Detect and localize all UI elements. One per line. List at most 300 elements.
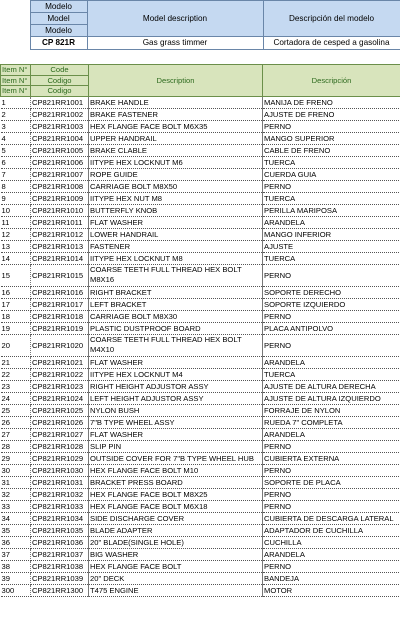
part-descripcion-cell-text: SOPORTE IZQUIERDO [264,299,346,309]
part-descripcion-cell-text: ARANDELA [264,357,305,367]
part-descripcion-cell-text: ADAPTADOR DE CUCHILLA [264,525,364,535]
item-number-cell[interactable] [1,368,31,380]
part-description-cell[interactable] [89,560,263,572]
part-description-cell-text: COARSE TEETH FULL THREAD HEX BOLT M4X10 [90,335,242,354]
part-code-cell-text: CP821RR1020 [32,340,84,350]
part-descripcion-cell-text: TUERCA [264,193,296,203]
part-code-cell[interactable] [31,144,89,156]
part-description-cell-text: PLASTIC DUSTPROOF BOARD [90,323,201,333]
part-descripcion-cell[interactable] [263,192,400,204]
part-description-cell[interactable] [89,488,263,500]
part-code-cell[interactable] [31,252,89,264]
part-code-cell[interactable] [31,180,89,192]
part-description-cell-text: UPPER HANDRAIL [90,133,157,143]
item-number-cell[interactable] [1,156,31,168]
part-code-cell[interactable] [31,512,89,524]
part-description-cell[interactable] [89,156,263,168]
item-number-cell-text: 23 [1,381,10,391]
model-description-cell[interactable]: Gas grass timmer [87,37,263,50]
part-code-cell-text: CP821RR1032 [32,489,84,499]
part-code-cell[interactable] [31,476,89,488]
part-description-cell[interactable] [89,452,263,464]
part-description-cell[interactable] [89,428,263,440]
parts-table [0,64,400,597]
part-description-cell[interactable] [89,180,263,192]
part-description-cell[interactable] [89,440,263,452]
table-row [1,192,400,204]
part-descripcion-cell[interactable] [263,96,400,108]
table-row [1,416,400,428]
part-description-cell-text: BRAKE FASTENER [90,109,158,119]
item-number-cell-text: 7 [1,169,6,179]
part-code-cell[interactable] [31,286,89,298]
part-descripcion-cell-text: TUERCA [264,369,296,379]
model-code-cell[interactable]: CP 821R [30,37,87,50]
part-code-cell[interactable] [31,524,89,536]
part-descripcion-cell[interactable] [263,108,400,120]
part-description-cell-text: NYLON BUSH [90,405,140,415]
part-descripcion-cell-text: AJUSTE DE ALTURA IZQUIERDO [264,393,381,403]
part-descripcion-cell[interactable] [263,452,400,464]
parts-header-row [1,65,400,76]
part-code-cell[interactable] [31,416,89,428]
part-description-cell-text: COARSE TEETH FULL THREAD HEX BOLT M8X16 [90,265,242,284]
item-number-cell[interactable] [1,476,31,488]
part-description-cell[interactable] [89,392,263,404]
part-code-cell[interactable] [31,536,89,548]
part-code-cell-text: CP821RR1028 [32,441,84,451]
part-description-cell[interactable] [89,416,263,428]
item-number-cell[interactable] [1,452,31,464]
part-code-cell[interactable] [31,240,89,252]
item-no-header[interactable]: Item N° [1,65,31,76]
part-description-cell-text: BRAKE CLABLE [90,145,147,155]
item-number-cell[interactable] [1,404,31,416]
part-code-cell-text: CP821RR1003 [32,121,84,131]
part-description-cell[interactable] [89,240,263,252]
part-code-cell[interactable] [31,500,89,512]
part-description-cell[interactable] [89,356,263,368]
part-description-cell[interactable] [89,500,263,512]
item-number-cell[interactable] [1,536,31,548]
part-code-cell[interactable] [31,464,89,476]
item-number-cell[interactable] [1,380,31,392]
part-description-cell[interactable] [89,168,263,180]
part-descripcion-cell[interactable] [263,298,400,310]
part-descripcion-cell-text: CUCHILLA [264,537,302,547]
table-row [1,264,400,286]
part-descripcion-cell[interactable] [263,368,400,380]
part-descripcion-cell-text: ARANDELA [264,429,305,439]
part-code-cell-text: CP821RR1030 [32,465,84,475]
part-descripcion-cell[interactable] [263,548,400,560]
table-row [1,144,400,156]
item-number-cell-text: 24 [1,393,10,403]
part-code-cell[interactable] [31,356,89,368]
part-descripcion-cell[interactable] [263,392,400,404]
part-descripcion-cell[interactable] [263,500,400,512]
table-row [1,440,400,452]
table-row [1,584,400,596]
table-row [1,240,400,252]
codigo-header[interactable]: Codigo [31,75,89,86]
part-descripcion-cell[interactable] [263,286,400,298]
item-number-cell-text: 38 [1,561,10,571]
part-description-cell[interactable] [89,252,263,264]
part-code-cell-text: CP821RR1023 [32,381,84,391]
part-descripcion-cell[interactable] [263,416,400,428]
item-number-cell[interactable] [1,334,31,356]
part-descripcion-cell[interactable] [263,488,400,500]
part-descripcion-cell[interactable] [263,334,400,356]
part-descripcion-cell[interactable] [263,264,400,286]
part-code-cell-text: CP821RR1016 [32,287,84,297]
item-number-cell-text: 10 [1,205,10,215]
part-descripcion-cell[interactable] [263,560,400,572]
part-descripcion-cell[interactable] [263,380,400,392]
item-number-cell-text: 22 [1,369,10,379]
item-number-cell-text: 5 [1,145,6,155]
part-description-cell[interactable] [89,476,263,488]
description-header[interactable]: Description [89,65,263,97]
part-description-cell[interactable] [89,204,263,216]
part-descripcion-cell[interactable] [263,476,400,488]
item-number-cell-text: 300 [1,585,15,595]
item-number-cell-text: 31 [1,477,10,487]
part-descripcion-cell[interactable] [263,168,400,180]
part-code-cell[interactable] [31,120,89,132]
part-code-cell-text: CP821RR1025 [32,405,84,415]
item-number-cell-text: 20 [1,340,10,350]
item-number-cell[interactable] [1,548,31,560]
part-code-cell[interactable] [31,108,89,120]
part-description-cell[interactable] [89,298,263,310]
item-number-cell-text: 30 [1,465,10,475]
item-number-cell-text: 21 [1,357,10,367]
part-description-cell-text: HEX FLANGE FACE BOLT M6X35 [90,121,208,131]
part-descripcion-cell-text: PERNO [264,489,292,499]
descripcion-modelo-header[interactable]: Descripción del modelo [263,1,400,37]
part-descripcion-cell[interactable] [263,310,400,322]
part-code-cell-text: CP821RR1039 [32,573,84,583]
descripcion-header[interactable]: Descripción [263,65,400,97]
part-code-cell[interactable] [31,404,89,416]
part-description-cell[interactable] [89,334,263,356]
part-description-cell[interactable] [89,96,263,108]
item-number-cell-text: 18 [1,311,10,321]
table-row [1,560,400,572]
item-no-header-2[interactable]: Item N° [1,75,31,86]
item-number-cell[interactable] [1,416,31,428]
part-code-cell-text: CP821RR1017 [32,299,84,309]
part-descripcion-cell[interactable] [263,428,400,440]
item-number-cell[interactable] [1,204,31,216]
part-descripcion-cell-text: PERNO [264,441,292,451]
part-descripcion-cell[interactable] [263,228,400,240]
part-descripcion-cell[interactable] [263,322,400,334]
part-code-cell[interactable] [31,368,89,380]
part-descripcion-cell[interactable] [263,216,400,228]
part-description-cell[interactable] [89,572,263,584]
item-number-cell[interactable] [1,464,31,476]
part-description-cell[interactable] [89,380,263,392]
item-number-cell[interactable] [1,228,31,240]
part-code-cell[interactable] [31,452,89,464]
part-description-cell-text: OUTSIDE COVER FOR 7"B TYPE WHEEL HUB [90,453,254,463]
part-description-cell-text: LEFT HEIGHT ADJUSTOR ASSY [90,393,204,403]
item-number-cell[interactable] [1,144,31,156]
table-row [1,108,400,120]
part-code-cell[interactable] [31,192,89,204]
part-description-cell[interactable] [89,404,263,416]
part-description-cell[interactable] [89,464,263,476]
part-description-cell[interactable] [89,108,263,120]
part-descripcion-cell[interactable] [263,512,400,524]
part-descripcion-cell-text: PERNO [264,465,292,475]
part-descripcion-cell-text: AJUSTE DE FRENO [264,109,335,119]
part-description-cell[interactable] [89,228,263,240]
item-number-cell-text: 6 [1,157,6,167]
part-descripcion-cell-text: PERNO [264,181,292,191]
model-label-cell[interactable]: Model [30,13,87,25]
part-code-cell[interactable] [31,322,89,334]
part-description-cell[interactable] [89,368,263,380]
part-description-cell-text: BLADE ADAPTER [90,525,153,535]
part-description-cell-text: FLAT WASHER [90,217,144,227]
part-code-cell-text: CP821RR1035 [32,525,84,535]
part-code-cell[interactable] [31,334,89,356]
part-description-cell[interactable] [89,286,263,298]
part-code-cell[interactable] [31,298,89,310]
table-row [1,464,400,476]
part-description-cell[interactable] [89,584,263,596]
table-row [1,120,400,132]
table-row [1,310,400,322]
part-code-cell-text: CP821RR1024 [32,393,84,403]
part-descripcion-cell[interactable] [263,440,400,452]
part-description-cell-text: HEX FLANGE FACE BOLT M8X25 [90,489,208,499]
part-descripcion-cell[interactable] [263,120,400,132]
part-code-cell-text: CP821RR1018 [32,311,84,321]
table-row [1,322,400,334]
part-descripcion-cell-text: RUEDA 7" COMPLETA [264,417,343,427]
item-number-cell[interactable] [1,440,31,452]
item-number-cell-text: 16 [1,287,10,297]
part-description-cell[interactable] [89,536,263,548]
item-no-header-3[interactable]: Item N° [1,86,31,97]
code-header[interactable]: Code [31,65,89,76]
part-description-cell-text: IITYPE HEX LOCKNUT M4 [90,369,183,379]
part-description-cell-text: CARRIAGE BOLT M8X30 [90,311,178,321]
item-number-cell[interactable] [1,524,31,536]
part-code-cell-text: CP821RR1034 [32,513,84,523]
part-description-cell[interactable] [89,524,263,536]
item-number-cell[interactable] [1,192,31,204]
part-code-cell[interactable] [31,132,89,144]
item-number-cell-text: 34 [1,513,10,523]
part-descripcion-cell[interactable] [263,156,400,168]
part-descripcion-cell[interactable] [263,404,400,416]
part-description-cell-text: ROPE GUIDE [90,169,138,179]
part-description-cell[interactable] [89,548,263,560]
part-code-cell[interactable] [31,310,89,322]
part-descripcion-cell-text: AJUSTE DE ALTURA DERECHA [264,381,376,391]
table-row [1,404,400,416]
part-description-cell-text: FLAT WASHER [90,357,144,367]
table-row [1,216,400,228]
table-row [1,96,400,108]
item-number-cell-text: 4 [1,133,6,143]
item-number-cell[interactable] [1,310,31,322]
part-code-cell-text: CP821RR1007 [32,169,84,179]
part-descripcion-cell-text: PLACA ANTIPOLVO [264,323,334,333]
part-code-cell[interactable] [31,488,89,500]
part-descripcion-cell-text: PERNO [264,501,292,511]
item-number-cell-text: 35 [1,525,10,535]
part-description-cell-text: LEFT BRACKET [90,299,147,309]
item-number-cell[interactable] [1,240,31,252]
part-description-cell-text: 7"B TYPE WHEEL ASSY [90,417,175,427]
part-description-cell[interactable] [89,132,263,144]
item-number-cell[interactable] [1,108,31,120]
part-code-cell[interactable] [31,228,89,240]
descripcion-modelo-cell[interactable]: Cortadora de cesped a gasolina [263,37,400,50]
part-descripcion-cell-text: MANGO SUPERIOR [264,133,335,143]
part-code-cell[interactable] [31,548,89,560]
part-description-cell[interactable] [89,216,263,228]
item-number-cell[interactable] [1,572,31,584]
item-number-cell[interactable] [1,428,31,440]
part-code-cell-text: CP821RR1011 [32,217,83,227]
part-description-cell[interactable] [89,264,263,286]
item-number-cell[interactable] [1,96,31,108]
table-row [1,156,400,168]
part-code-cell[interactable] [31,216,89,228]
part-code-cell-text: CP821RR1021 [32,357,84,367]
part-code-cell-text: CP821RR1022 [32,369,84,379]
item-number-cell-text: 39 [1,573,10,583]
item-number-cell[interactable] [1,560,31,572]
part-code-cell-text: CP821RR1012 [32,229,84,239]
item-number-cell[interactable] [1,512,31,524]
part-descripcion-cell[interactable] [263,132,400,144]
part-descripcion-cell[interactable] [263,252,400,264]
blank-cell[interactable] [0,25,30,37]
item-number-cell[interactable] [1,120,31,132]
part-code-cell[interactable] [31,560,89,572]
item-number-cell[interactable] [1,180,31,192]
item-number-cell-text: 1 [1,97,6,107]
part-descripcion-cell-text: TUERCA [264,157,296,167]
model-description-header[interactable]: Model description [87,1,263,37]
part-code-cell[interactable] [31,392,89,404]
item-number-cell[interactable] [1,252,31,264]
part-descripcion-cell[interactable] [263,584,400,596]
part-description-cell-text: IITYPE HEX LOCKNUT M6 [90,157,183,167]
item-number-cell[interactable] [1,488,31,500]
part-code-cell[interactable] [31,96,89,108]
item-number-cell-text: 14 [1,253,10,263]
part-descripcion-cell[interactable] [263,240,400,252]
part-description-cell[interactable] [89,512,263,524]
item-number-cell[interactable] [1,264,31,286]
part-description-cell[interactable] [89,192,263,204]
table-row [1,132,400,144]
part-description-cell-text: CARRIAGE BOLT M8X50 [90,181,178,191]
part-code-cell[interactable] [31,380,89,392]
part-code-cell[interactable] [31,440,89,452]
item-number-cell[interactable] [1,392,31,404]
model-header-table [0,0,400,50]
part-descripcion-cell[interactable] [263,180,400,192]
part-descripcion-cell[interactable] [263,524,400,536]
part-description-cell-text: T475 ENGINE [90,585,139,595]
item-number-cell[interactable] [1,132,31,144]
part-code-cell[interactable] [31,428,89,440]
part-description-cell[interactable] [89,310,263,322]
part-descripcion-cell-text: PERILLA MARIPOSA [264,205,338,215]
part-descripcion-cell[interactable] [263,204,400,216]
table-row [1,180,400,192]
part-code-cell[interactable] [31,264,89,286]
codigo-header-2[interactable]: Codigo [31,86,89,97]
item-number-cell-text: 11 [1,217,10,227]
table-row [1,286,400,298]
part-code-cell[interactable] [31,572,89,584]
part-descripcion-cell-text: PERNO [264,340,292,350]
table-row [1,476,400,488]
part-descripcion-cell[interactable] [263,536,400,548]
table-row [1,548,400,560]
item-number-cell[interactable] [1,322,31,334]
part-code-cell[interactable] [31,168,89,180]
item-number-cell[interactable] [1,216,31,228]
blank-cell[interactable] [0,37,30,50]
part-descripcion-cell[interactable] [263,144,400,156]
part-descripcion-cell-text: PERNO [264,121,292,131]
part-code-cell[interactable] [31,204,89,216]
part-code-cell[interactable] [31,584,89,596]
part-description-cell[interactable] [89,322,263,334]
item-number-cell[interactable] [1,500,31,512]
item-number-cell-text: 3 [1,121,6,131]
part-code-cell-text: CP821RR1015 [32,270,84,280]
part-descripcion-cell[interactable] [263,356,400,368]
part-code-cell-text: CP821RR1036 [32,537,84,547]
part-description-cell[interactable] [89,144,263,156]
table-row [1,572,400,584]
modelo-label-cell[interactable]: Modelo [30,1,87,13]
part-code-cell[interactable] [31,156,89,168]
item-number-cell[interactable] [1,298,31,310]
modelo-label-cell-2[interactable]: Modelo [30,25,87,37]
item-number-cell[interactable] [1,286,31,298]
item-number-cell[interactable] [1,584,31,596]
item-number-cell-text: 2 [1,109,6,119]
part-descripcion-cell-text: PERNO [264,561,292,571]
item-number-cell[interactable] [1,356,31,368]
item-number-cell[interactable] [1,168,31,180]
part-descripcion-cell[interactable] [263,572,400,584]
part-descripcion-cell[interactable] [263,464,400,476]
blank-cell[interactable] [0,13,30,25]
part-description-cell[interactable] [89,120,263,132]
part-description-cell-text: FLAT WASHER [90,429,144,439]
item-number-cell-text: 26 [1,417,10,427]
blank-cell[interactable] [0,1,30,13]
table-row [1,356,400,368]
part-descripcion-cell-text: MOTOR [264,585,293,595]
